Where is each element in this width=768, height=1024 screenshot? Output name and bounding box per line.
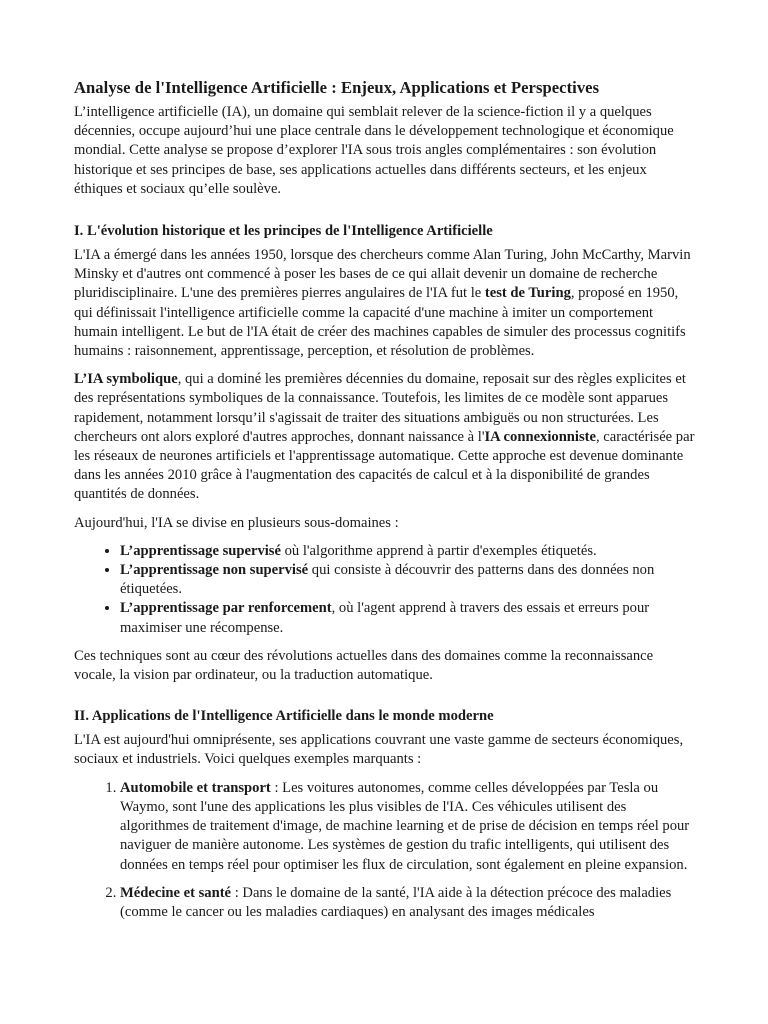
bold-term-symbolic-ai: L’IA symbolique: [74, 371, 178, 388]
list-item-term: L’apprentissage non supervisé: [120, 562, 309, 579]
section-1-paragraph-1: [74, 246, 698, 361]
subdomain-list: [74, 542, 698, 638]
list-item-text: où l'algorithme apprend à partir d'exemples étiquetés.: [280, 542, 597, 559]
list-item: [120, 884, 698, 922]
section-1-heading: I. L'évolution historique et les principes de l'Intelligence Artificielle: [74, 223, 493, 240]
list-item-text: : Les voitures autonomes, comme celles développées par Tesla ou Waymo, sont l'une des applications les plus visibles de l'IA. Ces véhicules utilisent des algorithmes de traitement d'image, de machine learning et de prise de décision en temps réel pour naviguer de manière autonome. Les systèmes de gestion du trafic intelligents, qui utilisent des données en temps réel pour optimiser les flux de circulation, sont également en pleine expansion.: [120, 779, 690, 873]
bold-term-turing-test: test de Turing: [484, 285, 571, 302]
section-2-heading: II. Applications de l'Intelligence Artificielle dans le monde moderne: [74, 708, 494, 725]
section-2-paragraph-1: L'IA est aujourd'hui omniprésente, ses applications couvrant une vaste gamme de secteurs économiques, sociaux et industriels. Voici quelques exemples marquants :: [74, 732, 684, 768]
list-item-term: L’apprentissage par renforcement: [120, 600, 332, 617]
text-span: , qui a dominé les premières décennies du domaine, reposait sur des règles explicites et des représentations symboliques de la connaissance. Toutefois, les limites de ce modèle sont apparues rapidement, notamment lorsqu’il s'agissait de traiter des situations ambiguës ou non structurées. Les chercheurs ont alors exploré d'autres approches, donnant naissance à l': [74, 371, 686, 445]
list-item: [120, 599, 698, 637]
list-item-text: qui consiste à découvrir des patterns dans des données non étiquetées.: [120, 562, 655, 598]
bold-term-connectionist-ai: IA connexionniste: [484, 428, 596, 445]
list-item-text: : Dans le domaine de la santé, l'IA aide à la détection précoce des maladies (comme le cancer ou les maladies cardiaques) en analysant des images médicales: [120, 884, 672, 920]
text-span: , caractérisée par les réseaux de neurones artificiels et l'apprentissage automatique. Cette approche est devenue dominante dans les années 2010 grâce à l'augmentation des capacités de calcul et à la disponibilité de grandes quantités de données.: [74, 428, 695, 503]
section-1-paragraph-4: Ces techniques sont au cœur des révolutions actuelles dans des domaines comme la reconnaissance vocale, la vision par ordinateur, ou la traduction automatique.: [74, 647, 654, 684]
text-span: L'IA a émergé dans les années 1950, lorsque des chercheurs comme Alan Turing, John McCarthy, Marvin Minsky et d'autres ont commencé à poser les bases de ce qui allait devenir un domaine de recherche pluridisciplinaire. L'une des premières pierres angulaires de l'IA fut le: [74, 247, 691, 302]
list-item-term: Automobile et transport: [120, 779, 271, 796]
list-item: [120, 561, 698, 599]
list-item: [120, 779, 698, 875]
intro-paragraph: L’intelligence artificielle (IA), un domaine qui semblait relever de la science-fiction il y a quelques décennies, occupe aujourd’hui une place centrale dans le développement technologique et économique mondial. Cette analyse se propose d’explorer l'IA sous trois angles complémentaires : son évolution historique et ses principes de base, ses applications actuelles dans différents secteurs, et les enjeux éthiques et sociaux qu’elle soulève.: [74, 104, 674, 197]
list-item-text: , où l'agent apprend à travers des essais et erreurs pour maximiser une récompense.: [120, 600, 650, 636]
list-item-term: Médecine et santé: [120, 884, 232, 901]
text-span: , proposé en 1950, qui définissait l'intelligence artificielle comme la capacité d'une machine à imiter un comportement humain intelligent. Le but de l'IA était de créer des machines capables de simuler des processus cognitifs humains : raisonnement, apprentissage, perception, et résolution de problèmes.: [74, 285, 686, 360]
section-1-paragraph-2: [74, 370, 698, 504]
document-title: Analyse de l'Intelligence Artificielle : Enjeux, Applications et Perspectives: [74, 78, 600, 97]
section-1-paragraph-3: Aujourd'hui, l'IA se divise en plusieurs sous-domaines :: [74, 514, 399, 531]
list-item-term: L’apprentissage supervisé: [120, 542, 281, 559]
list-item: [120, 542, 698, 561]
applications-list: [74, 779, 698, 922]
